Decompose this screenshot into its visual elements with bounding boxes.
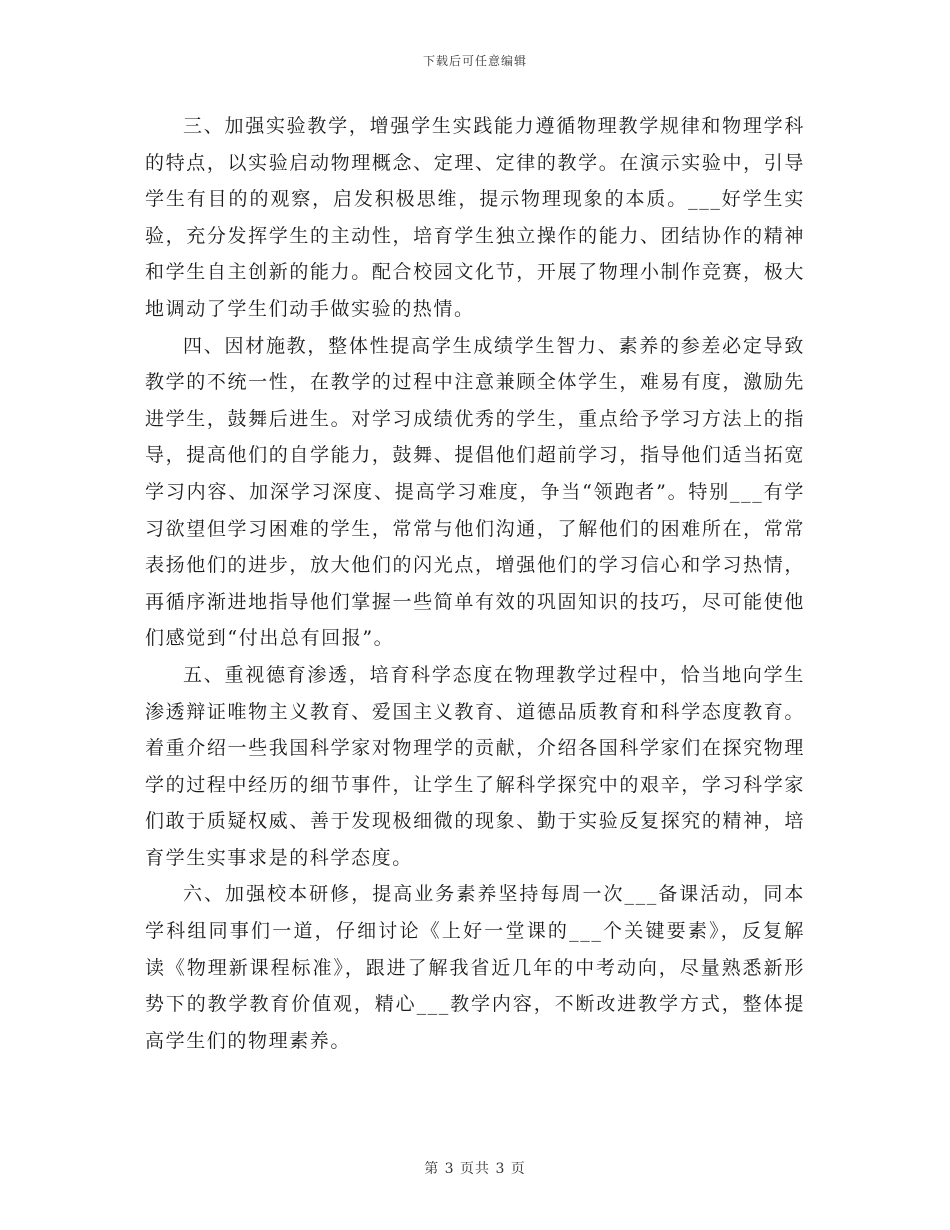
page-header: 下载后可任意编辑 (422, 54, 527, 68)
paragraph-section-3: 三、加强实验教学，增强学生实践能力遵循物理教学规律和物理学科的特点，以实验启动物理概念、定理、定律的教学。在演示实验中，引导学生有目的的观察，启发积极思维，提示物理现象的本质。___好学生实验，充分发挥学生的主动性，培育学生独立操作的能力、团结协作的精神和学生自主创新的能力。配合校园文化节，开展了物理小制作竞赛，极大地调动了学生们动手做实验的热情。 (145, 115, 805, 320)
paragraph-section-5: 五、重视德育渗透，培育科学态度在物理教学过程中，恰当地向学生渗透辩证唯物主义教育、爱国主义教育、道德品质教育和科学态度教育。着重介绍一些我国科学家对物理学的贡献，介绍各国科学家们在探究物理学的过程中经历的细节事件，让学生了解科学探究中的艰辛，学习科学家们敢于质疑权威、善于发现极细微的现象、勤于实验反复探究的精神，培育学生实事求是的科学态度。 (145, 663, 805, 869)
page-footer: 第 3 页共 3 页 (424, 1161, 526, 1177)
paragraph-section-6: 六、加强校本研修，提高业务素养坚持每周一次___备课活动，同本学科组同事们一道，仔细讨论《上好一堂课的___个关键要素》，反复解读《物理新课程标准》，跟进了解我省近几年的中考动向，尽量熟悉新形势下的教学教育价值观，精心___教学内容，不断改进教学方式，整体提高学生们的物理素养。 (145, 883, 805, 1052)
paragraph-section-4: 四、因材施教，整体性提高学生成绩学生智力、素养的参差必定导致教学的不统一性，在教学的过程中注意兼顾全体学生，难易有度，激励先进学生，鼓舞后进生。对学习成绩优秀的学生，重点给予学习方法上的指导，提高他们的自学能力，鼓舞、提倡他们超前学习，指导他们适当拓宽学习内容、加深学习深度、提高学习难度，争当“领跑者”。特别___有学习欲望但学习困难的学生，常常与他们沟通，了解他们的困难所在，常常表扬他们的进步，放大他们的闪光点，增强他们的学习信心和学习热情，再循序渐进地指导他们掌握一些简单有效的巩固知识的技巧，尽可能使他们感觉到“付出总有回报”。 (145, 334, 805, 650)
document-body (145, 108, 805, 1059)
